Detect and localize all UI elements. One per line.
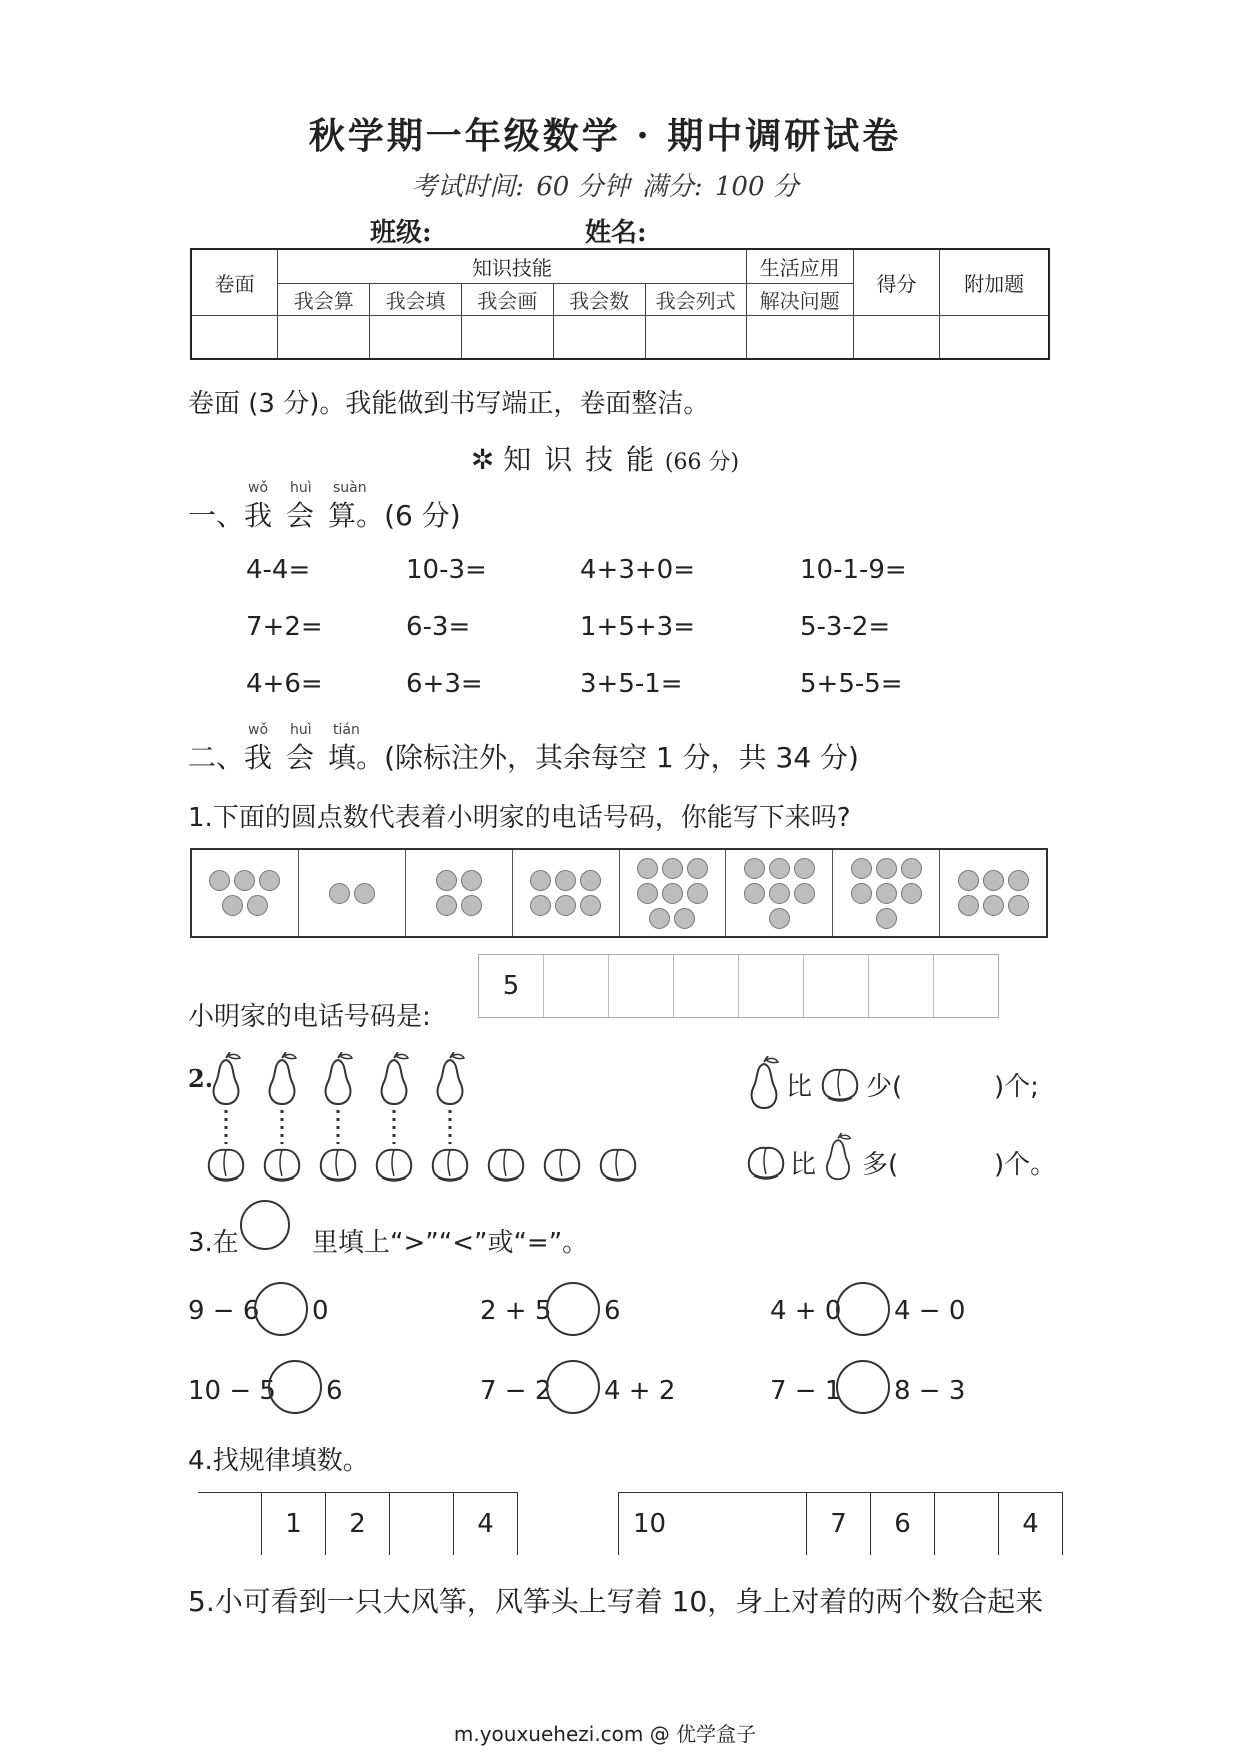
q1-pinyin: suàn — [333, 480, 367, 496]
answer-circle[interactable] — [546, 1282, 600, 1336]
exam-info — [0, 166, 1210, 203]
score-cell[interactable] — [370, 315, 462, 359]
sequence-cell: 2 — [326, 1493, 390, 1555]
q1-char: 算 — [328, 499, 357, 532]
compare-left: 2 + 5 — [480, 1296, 552, 1326]
dot — [555, 870, 576, 891]
pear-icon — [746, 1056, 782, 1110]
dot — [461, 895, 482, 916]
compare-right: 8 − 3 — [894, 1376, 966, 1406]
q1-prefix: 一、 — [188, 499, 245, 532]
dot — [234, 870, 255, 891]
header-juanmian: 卷面 — [191, 249, 278, 315]
q2-prefix: 二、 — [188, 741, 245, 774]
full-score-label: 满分: — [641, 172, 703, 202]
compare-left: 10 − 5 — [188, 1376, 276, 1406]
dot — [329, 883, 350, 904]
dot — [222, 895, 243, 916]
score-cell[interactable] — [191, 315, 278, 359]
sequence-cell: 4 — [999, 1493, 1063, 1555]
answer-circle[interactable] — [836, 1282, 890, 1336]
dot — [876, 883, 897, 904]
q2-pinyin: wǒ — [248, 722, 269, 738]
q2-char: 填 — [328, 741, 357, 774]
exam-time-label: 考试时间: — [411, 172, 524, 202]
q2-4-text: 4.找规律填数。 — [188, 1446, 369, 1476]
subcol-2: 我会画 — [461, 283, 553, 315]
phone-number-boxes — [478, 954, 999, 1018]
dot — [876, 908, 897, 929]
sequence-cell[interactable] — [390, 1493, 454, 1555]
dot-cell — [620, 850, 727, 936]
dot-count-table — [190, 848, 1048, 938]
dot — [637, 883, 658, 904]
score-cell[interactable] — [746, 315, 853, 359]
pear-icon — [438, 1052, 464, 1104]
q2-5-text: 5.小可看到一只大风筝，风筝头上写着 10，身上对着的两个数合起来 — [188, 1585, 1044, 1618]
pear-icon — [214, 1052, 240, 1104]
pear-icon — [822, 1132, 854, 1182]
dot — [637, 858, 658, 879]
q1-title — [188, 494, 461, 534]
compare-right: 6 — [326, 1376, 343, 1406]
peach-icon — [601, 1150, 635, 1181]
q1-pinyin: wǒ — [248, 480, 269, 496]
dot — [901, 883, 922, 904]
phone-digit-box[interactable] — [934, 955, 998, 1017]
dot-cell — [940, 850, 1046, 936]
phone-digit-box[interactable] — [804, 955, 869, 1017]
dot — [436, 895, 457, 916]
q2-char: 我 — [244, 741, 273, 774]
dot — [674, 908, 695, 929]
peach-icon — [377, 1150, 411, 1181]
q1-char: 会 — [286, 499, 315, 532]
compare-right: 4 − 0 — [894, 1296, 966, 1326]
peach-icon — [321, 1150, 355, 1181]
q1-suffix: 。(6 分) — [356, 499, 461, 532]
dot — [794, 883, 815, 904]
full-score-value: 100 分 — [714, 172, 799, 202]
phone-digit-box[interactable] — [739, 955, 804, 1017]
sequence-cell[interactable] — [935, 1493, 999, 1555]
phone-digit-box[interactable] — [869, 955, 934, 1017]
sequence-cell: 4 — [454, 1493, 518, 1555]
q2-pinyin: huì — [290, 722, 312, 738]
problem: 5+5-5= — [800, 669, 903, 699]
problem: 1+5+3= — [580, 612, 695, 642]
dot — [744, 858, 765, 879]
phone-digit-box[interactable] — [609, 955, 674, 1017]
dot — [530, 895, 551, 916]
subcol-4: 我会列式 — [645, 283, 746, 315]
dot — [530, 870, 551, 891]
q2-pinyin: tián — [333, 722, 360, 738]
dot — [461, 870, 482, 891]
footer-watermark: m.youxuehezi.com @ 优学盒子 — [453, 1722, 757, 1746]
q2-char: 会 — [286, 741, 315, 774]
problem: 7+2= — [246, 612, 323, 642]
score-cell[interactable] — [278, 315, 370, 359]
subcol-0: 我会算 — [278, 283, 370, 315]
sequence-cell: 7 — [807, 1493, 871, 1555]
subcol-3: 我会数 — [553, 283, 645, 315]
score-cell[interactable] — [645, 315, 746, 359]
dot — [769, 883, 790, 904]
dot — [662, 883, 683, 904]
peach-icon — [433, 1150, 467, 1181]
subcol-5: 解决问题 — [746, 283, 853, 315]
dot — [983, 895, 1004, 916]
exam-time-value: 60 分钟 — [536, 172, 630, 202]
problem: 4+3+0= — [580, 555, 695, 585]
score-cell[interactable] — [940, 315, 1049, 359]
compare-text: )个。 — [994, 1150, 1057, 1180]
dot — [744, 883, 765, 904]
answer-circle-sample — [240, 1200, 290, 1250]
pear-icon — [270, 1052, 296, 1104]
subcol-1: 我会填 — [370, 283, 462, 315]
compare-left: 4 + 0 — [770, 1296, 842, 1326]
dot — [687, 883, 708, 904]
compare-right: 0 — [312, 1296, 329, 1326]
flower-icon: ✲ — [470, 443, 495, 476]
q2-suffix: 。(除标注外，其余每空 1 分，共 34 分) — [356, 741, 859, 774]
peach-icon — [545, 1150, 579, 1181]
answer-circle[interactable] — [268, 1360, 322, 1414]
dot — [901, 858, 922, 879]
dot — [958, 870, 979, 891]
dot — [687, 858, 708, 879]
dot — [649, 908, 670, 929]
phone-digit-box[interactable] — [674, 955, 739, 1017]
phone-digit-box[interactable] — [544, 955, 609, 1017]
dot-cell — [513, 850, 620, 936]
dot — [794, 858, 815, 879]
sequence-2 — [618, 1492, 1063, 1555]
compare-text: 少( — [866, 1072, 903, 1102]
phone-label: 小明家的电话号码是: — [188, 1002, 431, 1032]
problem: 10-3= — [406, 555, 487, 585]
q2-title — [188, 736, 859, 776]
q2-2-number: 2. — [188, 1064, 214, 1093]
problem: 10-1-9= — [800, 555, 907, 585]
sequence-cell: 1 — [262, 1493, 326, 1555]
section-knowledge-score: (66 分) — [664, 450, 740, 475]
section-knowledge-title: 知 识 技 能 — [503, 443, 656, 476]
q2-3-text-before: 3.在 — [188, 1228, 239, 1258]
dot — [259, 870, 280, 891]
dot — [580, 870, 601, 891]
dot — [436, 870, 457, 891]
dot — [662, 858, 683, 879]
dot — [555, 895, 576, 916]
dot — [354, 883, 375, 904]
problem: 4+6= — [246, 669, 323, 699]
answer-circle[interactable] — [254, 1282, 308, 1336]
sequence-cell: 6 — [871, 1493, 935, 1555]
peach-icon — [744, 1142, 788, 1182]
dot — [958, 895, 979, 916]
score-table — [190, 248, 1050, 360]
problem: 6-3= — [406, 612, 471, 642]
compare-text: 多( — [862, 1150, 899, 1180]
dot-cell — [299, 850, 406, 936]
dot-cell — [726, 850, 833, 936]
peach-icon — [209, 1150, 243, 1181]
dot-cell — [192, 850, 299, 936]
header-defen: 得分 — [853, 249, 940, 315]
score-cell[interactable] — [853, 315, 940, 359]
problem: 4-4= — [246, 555, 311, 585]
class-label: 班级: — [370, 218, 432, 248]
compare-text: 比 — [786, 1072, 813, 1102]
sequence-1 — [198, 1492, 518, 1555]
pear-icon — [326, 1052, 352, 1104]
page-title: 秋学期一年级数学 · 期中调研试卷 — [308, 115, 902, 157]
dot — [983, 870, 1004, 891]
dot — [876, 858, 897, 879]
dot — [851, 883, 872, 904]
answer-circle[interactable] — [546, 1360, 600, 1414]
juanmian-note: 卷面 (3 分)。我能做到书写端正，卷面整洁。 — [188, 389, 710, 419]
phone-digit-box: 5 — [479, 955, 544, 1017]
peach-icon — [818, 1064, 862, 1104]
compare-left: 7 − 2 — [480, 1376, 552, 1406]
problem: 6+3= — [406, 669, 483, 699]
compare-right: 6 — [604, 1296, 621, 1326]
header-fujia: 附加题 — [940, 249, 1049, 315]
fruit-illustration — [200, 1052, 700, 1192]
compare-right: 4 + 2 — [604, 1376, 676, 1406]
dot — [580, 895, 601, 916]
sequence-cell[interactable] — [198, 1493, 262, 1555]
dot — [247, 895, 268, 916]
dot — [769, 858, 790, 879]
q1-pinyin: huì — [290, 480, 312, 496]
dot — [1008, 870, 1029, 891]
dot — [1008, 895, 1029, 916]
q1-char: 我 — [244, 499, 273, 532]
problem: 5-3-2= — [800, 612, 891, 642]
score-cell[interactable] — [553, 315, 645, 359]
compare-text: )个; — [994, 1072, 1039, 1102]
dot-cell — [406, 850, 513, 936]
compare-left: 7 − 1 — [770, 1376, 842, 1406]
q2-3-text-after: 里填上“>”“<”或“=”。 — [312, 1228, 589, 1258]
section-knowledge-heading — [0, 438, 1210, 478]
score-cell[interactable] — [461, 315, 553, 359]
problem: 3+5-1= — [580, 669, 683, 699]
header-life: 生活应用 — [746, 249, 853, 283]
dot-cell — [833, 850, 940, 936]
header-knowledge: 知识技能 — [278, 249, 746, 283]
peach-icon — [489, 1150, 523, 1181]
peach-icon — [265, 1150, 299, 1181]
name-label: 姓名: — [585, 218, 647, 248]
compare-text: 比 — [790, 1150, 817, 1180]
answer-circle[interactable] — [836, 1360, 890, 1414]
dot — [851, 858, 872, 879]
compare-left: 9 − 6 — [188, 1296, 260, 1326]
pear-icon — [382, 1052, 408, 1104]
q2-1-text: 1.下面的圆点数代表着小明家的电话号码，你能写下来吗? — [188, 803, 851, 833]
sequence-cell: 10 — [619, 1493, 807, 1555]
dot — [209, 870, 230, 891]
dot — [769, 908, 790, 929]
